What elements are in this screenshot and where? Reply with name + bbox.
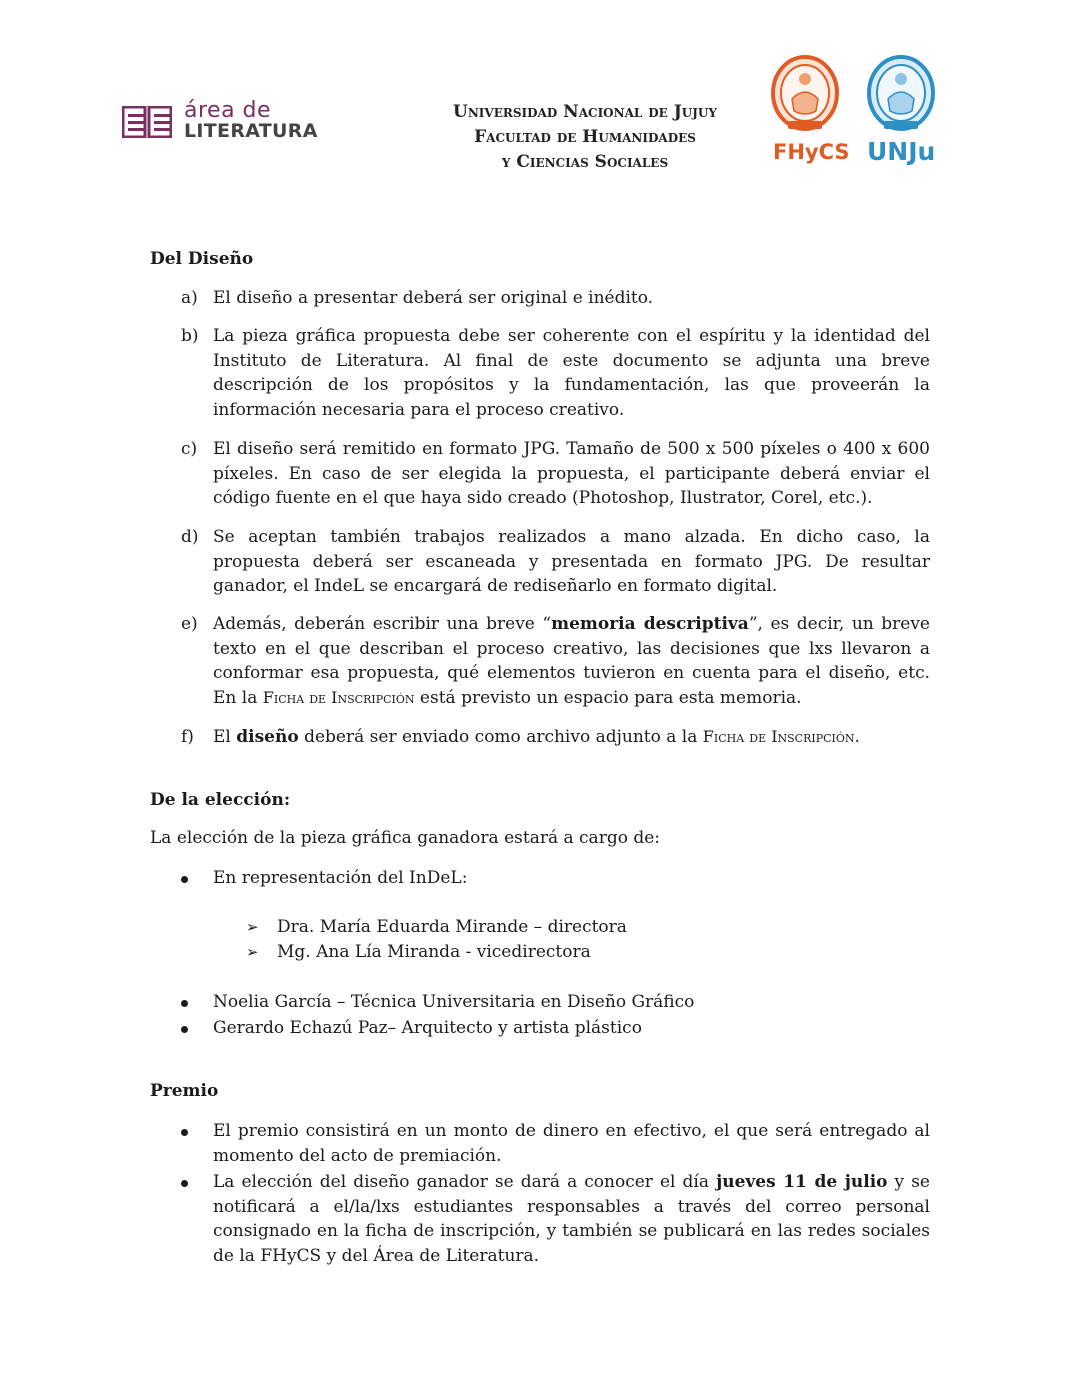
- arrow-bullet-icon: ➢: [246, 918, 259, 936]
- list-item-a: [181, 286, 930, 311]
- faculty-name: Facultad de Humanidades: [474, 127, 696, 147]
- fhycs-seal-icon: [770, 55, 840, 135]
- ficha-inscripcion-ref: Ficha de Inscripción: [262, 687, 415, 707]
- heading-premio: Premio: [150, 1081, 219, 1101]
- list-item-text: Se aceptan también trabajos realizados a mano alzada. En dicho caso, la propuesta deberá ser escaneada y presentada en formato JPG. De resultar ganador, el IndeL se encargará de rediseñarlo en formato digital.: [213, 527, 930, 597]
- area-literatura-logo: [122, 100, 332, 144]
- text-run: deberá ser enviado como archivo adjunto a la: [298, 727, 703, 747]
- list-marker: f): [181, 727, 194, 747]
- eleccion-intro: La elección de la pieza gráfica ganadora estará a cargo de:: [150, 828, 661, 848]
- text-run: La elección del diseño ganador se dará a conocer el día: [213, 1172, 717, 1192]
- list-item-text: El diseño será remitido en formato JPG. Tamaño de 500 x 500 píxeles o 400 x 600 píxeles. En caso de ser elegida la propuesta, el participante deberá enviar el código fuente en el que haya sido creado (Photoshop, Ilustrator, Corel, etc.).: [213, 439, 930, 509]
- heading-de-la-eleccion: De la elección:: [150, 790, 291, 810]
- list-item-d: [181, 525, 930, 599]
- sub-item-text: Dra. María Eduarda Mirande – directora: [277, 917, 627, 937]
- university-title: [380, 100, 790, 175]
- bullet-text: [213, 1170, 930, 1268]
- faculty-name-cont: y Ciencias Sociales: [501, 152, 669, 172]
- text-run: está previsto un espacio para esta memoria.: [414, 687, 802, 708]
- arrow-bullet-icon: ➢: [246, 943, 259, 961]
- bold-date: jueves 11 de julio: [716, 1172, 888, 1192]
- text-run: .: [854, 727, 860, 747]
- university-name: Universidad Nacional de Jujuy: [453, 102, 717, 122]
- sub-item-vicedirectora: [246, 940, 591, 965]
- bullet-item-eleccion-ganador: [181, 1170, 930, 1268]
- list-marker: b): [181, 326, 199, 346]
- bullet-text: Noelia García – Técnica Universitaria en Diseño Gráfico: [213, 992, 695, 1012]
- list-marker: c): [181, 439, 198, 459]
- bullet-text: Gerardo Echazú Paz– Arquitecto y artista plástico: [213, 1018, 642, 1038]
- ficha-inscripcion-ref: Ficha de Inscripción: [702, 727, 855, 746]
- list-item-b: [181, 324, 930, 422]
- text-run: ”, es decir, un breve texto en el que describan el proceso creativo, las decisiones que lxs llevaron a conformar esa propuesta, qué elementos tuvieron en cuenta para el diseño, etc. En la: [213, 614, 930, 708]
- text-run: y se notificará a el/la/lxs estudiantes responsables a través del correo personal consignado en la ficha de inscripción, y también se publicará en las redes sociales de la FHyCS y del Área de Literatura.: [213, 1172, 930, 1266]
- bold-diseno: diseño: [236, 727, 299, 747]
- unju-label: UNJu: [867, 137, 936, 166]
- bullet-text: El premio consistirá en un monto de dinero en efectivo, el que será entregado al momento del acto de premiación.: [213, 1121, 930, 1166]
- list-item-e: [181, 612, 930, 710]
- bullet-item-echazu: [181, 1016, 930, 1041]
- text-run: Además, deberán escribir una breve “: [213, 614, 552, 634]
- bullet-item-indel: [181, 866, 930, 891]
- sub-item-directora: [246, 915, 627, 940]
- bullet-item-premio: [181, 1119, 930, 1168]
- logo-text-big: LITERATURA: [184, 120, 318, 142]
- sub-item-text: Mg. Ana Lía Miranda - vicedirectora: [277, 942, 591, 962]
- list-item-c: [181, 437, 930, 511]
- list-item-f: [181, 725, 930, 750]
- heading-del-diseno: Del Diseño: [150, 249, 254, 269]
- bullet-item-garcia: [181, 990, 930, 1015]
- fhycs-label: FHyCS: [773, 140, 850, 164]
- list-marker: a): [181, 288, 198, 308]
- list-marker: e): [181, 614, 198, 634]
- list-marker: d): [181, 527, 199, 547]
- bullet-icon: [181, 1000, 188, 1007]
- bullet-icon: [181, 876, 188, 883]
- bold-memoria-descriptiva: memoria descriptiva: [551, 614, 749, 634]
- bullet-icon: [181, 1180, 188, 1187]
- bullet-icon: [181, 1026, 188, 1033]
- text-run: El: [213, 727, 237, 747]
- list-item-text: La pieza gráfica propuesta debe ser coherente con el espíritu y la identidad del Instituto de Literatura. Al final de este documento se adjunta una breve descripción de los propósitos y la fundamentación, las que proveerán la información necesaria para el proceso creativo.: [213, 326, 930, 420]
- unju-seal-icon: [866, 55, 936, 135]
- list-item-text: El diseño a presentar deberá ser original e inédito.: [213, 288, 654, 308]
- list-item-text: [213, 612, 930, 710]
- list-item-text: [213, 725, 930, 750]
- logo-text-small: área de: [184, 98, 272, 123]
- literatura-logo-icon: [122, 106, 172, 138]
- bullet-icon: [181, 1129, 188, 1136]
- bullet-text: En representación del InDeL:: [213, 868, 468, 888]
